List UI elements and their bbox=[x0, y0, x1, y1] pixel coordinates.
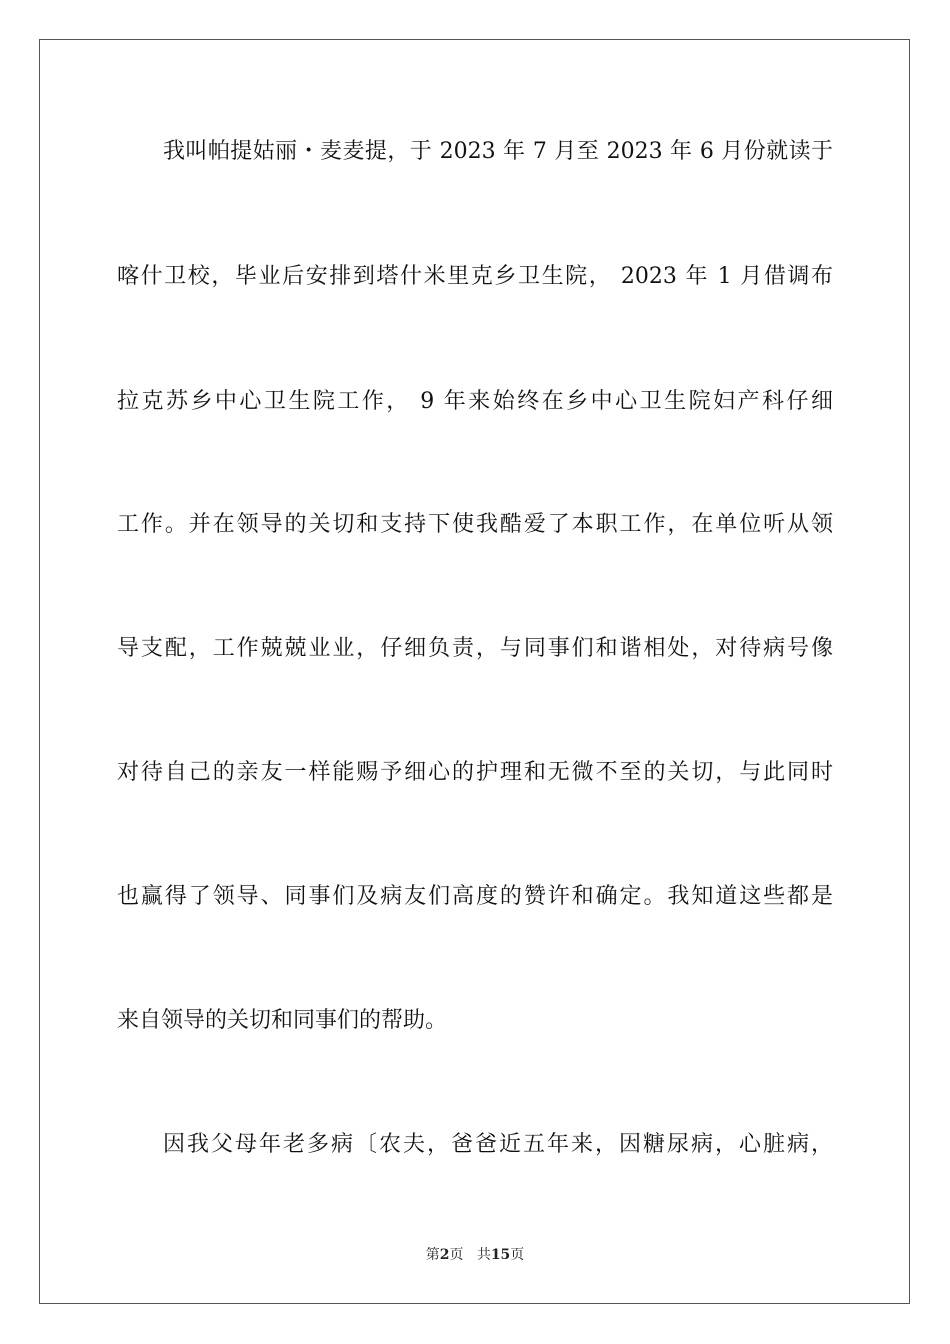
paragraph-line: 来自领导的关切和同事们的帮助。 bbox=[117, 1008, 448, 1033]
page-footer bbox=[0, 1246, 950, 1264]
paragraph-line: 拉克苏乡中心卫生院工作， 9 年来始终在乡中心卫生院妇产科仔细 bbox=[117, 389, 833, 414]
page-border bbox=[39, 39, 910, 1304]
total-pages: 15 bbox=[490, 1247, 511, 1263]
total-prefix: 共 bbox=[476, 1247, 491, 1263]
paragraph-line: 工作。并在领导的关切和支持下使我酷爱了本职工作，在单位听从领 bbox=[117, 512, 833, 537]
page-suffix: 页 bbox=[449, 1247, 464, 1263]
paragraph-line: 因我父母年老多病〔农夫，爸爸近五年来，因糖尿病，心脏病， bbox=[163, 1132, 833, 1157]
paragraph-line: 导支配，工作兢兢业业，仔细负责，与同事们和谐相处，对待病号像 bbox=[117, 636, 833, 661]
page-prefix: 第 bbox=[425, 1247, 440, 1263]
total-suffix: 页 bbox=[510, 1247, 525, 1263]
paragraph-line: 对待自己的亲友一样能赐予细心的护理和无微不至的关切，与此同时 bbox=[117, 760, 833, 785]
paragraph-line: 喀什卫校，毕业后安排到塔什米里克乡卫生院， 2023 年 1 月借调布 bbox=[117, 264, 833, 289]
page-number: 2 bbox=[439, 1247, 450, 1263]
paragraph-line: 我叫帕提姑丽・麦麦提，于 2023 年 7 月至 2023 年 6 月份就读于 bbox=[163, 139, 833, 164]
paragraph-line: 也赢得了领导、同事们及病友们高度的赞许和确定。我知道这些都是 bbox=[117, 884, 833, 909]
